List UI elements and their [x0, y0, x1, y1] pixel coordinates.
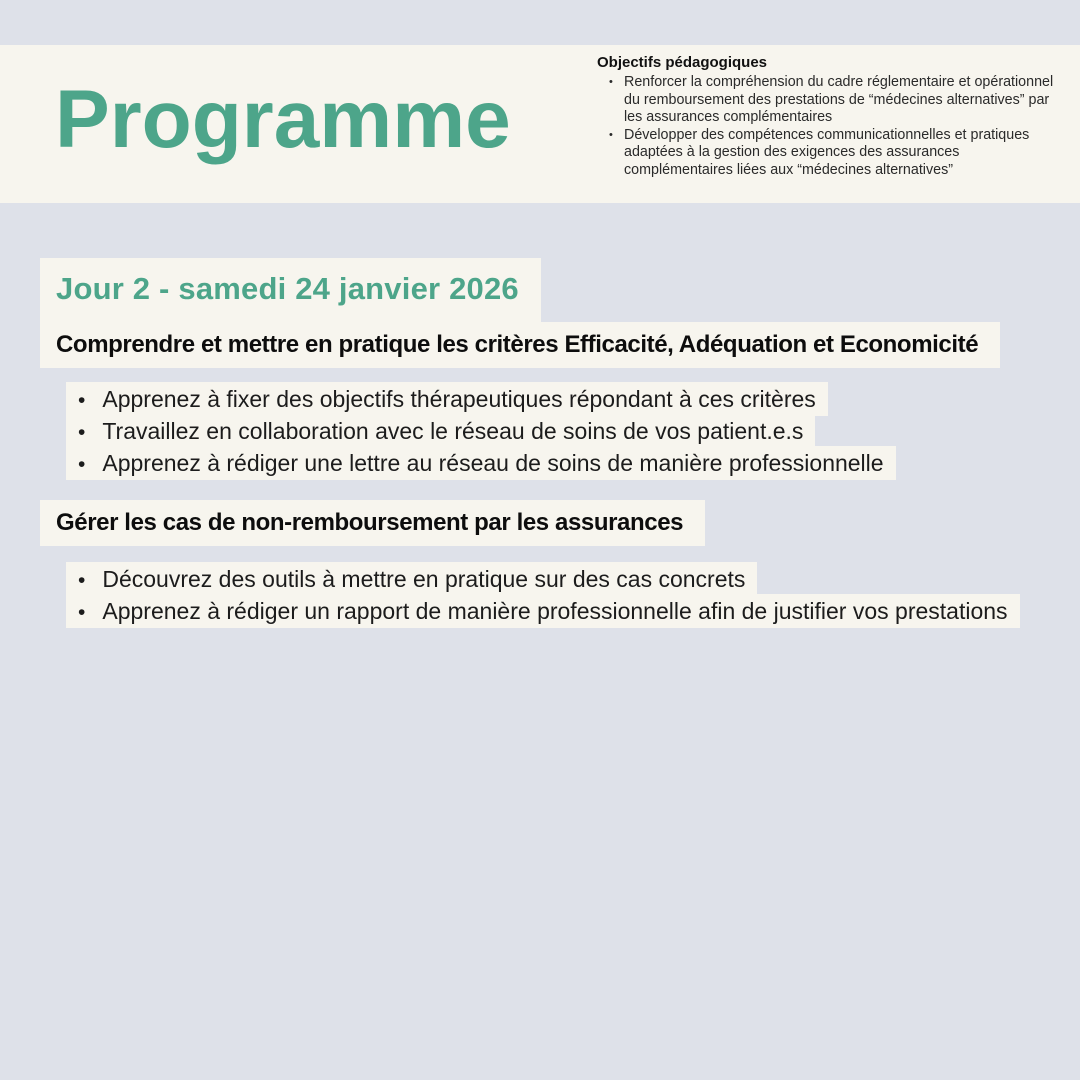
objectives-panel: [597, 54, 1069, 179]
highlight: [66, 446, 896, 480]
day-title: Jour 2 - samedi 24 janvier 2026: [40, 258, 541, 322]
bullet-text: Apprenez à rédiger une lettre au réseau de soins de manière professionnelle: [102, 450, 884, 476]
bullet-item: [66, 564, 1036, 596]
bullet-text: Apprenez à rédiger un rapport de manière professionnelle afin de justifier vos prestations: [102, 598, 1008, 624]
bullet-item: [66, 596, 1036, 628]
bullet-list-1: [66, 384, 1045, 480]
bullet-dot-icon: •: [78, 601, 86, 624]
objective-text: Développer des compétences communicationnelles et pratiques adaptées à la gestion des exigences des assurances complémentaires liées aux “médecines alternatives”: [624, 126, 1030, 178]
objective-item: [609, 74, 1069, 127]
bullet-text: Travaillez en collaboration avec le réseau de soins de vos patient.e.s: [102, 418, 804, 444]
objective-text: Renforcer la compréhension du cadre réglementaire et opérationnel du remboursement des prestations de “médecines alternatives” par les assurances complémentaires: [624, 74, 1054, 125]
bullet-item: [66, 384, 1036, 416]
highlight: [66, 562, 757, 596]
bullet-dot-icon: •: [609, 128, 613, 141]
section-heading-1: Comprendre et mettre en pratique les critères Efficacité, Adéquation et Economicité: [40, 322, 1000, 368]
objective-item: [609, 127, 1069, 180]
highlight: [66, 414, 815, 448]
objectives-heading: Objectifs pédagogiques: [597, 54, 768, 71]
bullet-list-2: [66, 564, 1045, 628]
bullet-dot-icon: •: [78, 453, 86, 476]
page-title: Programme: [55, 74, 511, 166]
bullet-item: [66, 448, 1036, 480]
bullet-dot-icon: •: [609, 76, 613, 88]
section-heading-2: Gérer les cas de non-remboursement par les assurances: [40, 500, 705, 546]
program-content: [40, 258, 1045, 628]
bullet-text: Découvrez des outils à mettre en pratique sur des cas concrets: [102, 566, 746, 592]
objectives-list: [609, 74, 1069, 179]
bullet-dot-icon: •: [78, 421, 86, 444]
header-band: [0, 45, 1080, 203]
bullet-item: [66, 416, 1036, 448]
bullet-dot-icon: •: [78, 569, 86, 592]
bullet-dot-icon: •: [78, 389, 86, 412]
highlight: [66, 594, 1020, 628]
bullet-text: Apprenez à fixer des objectifs thérapeutiques répondant à ces critères: [102, 386, 816, 412]
highlight: [66, 382, 828, 416]
